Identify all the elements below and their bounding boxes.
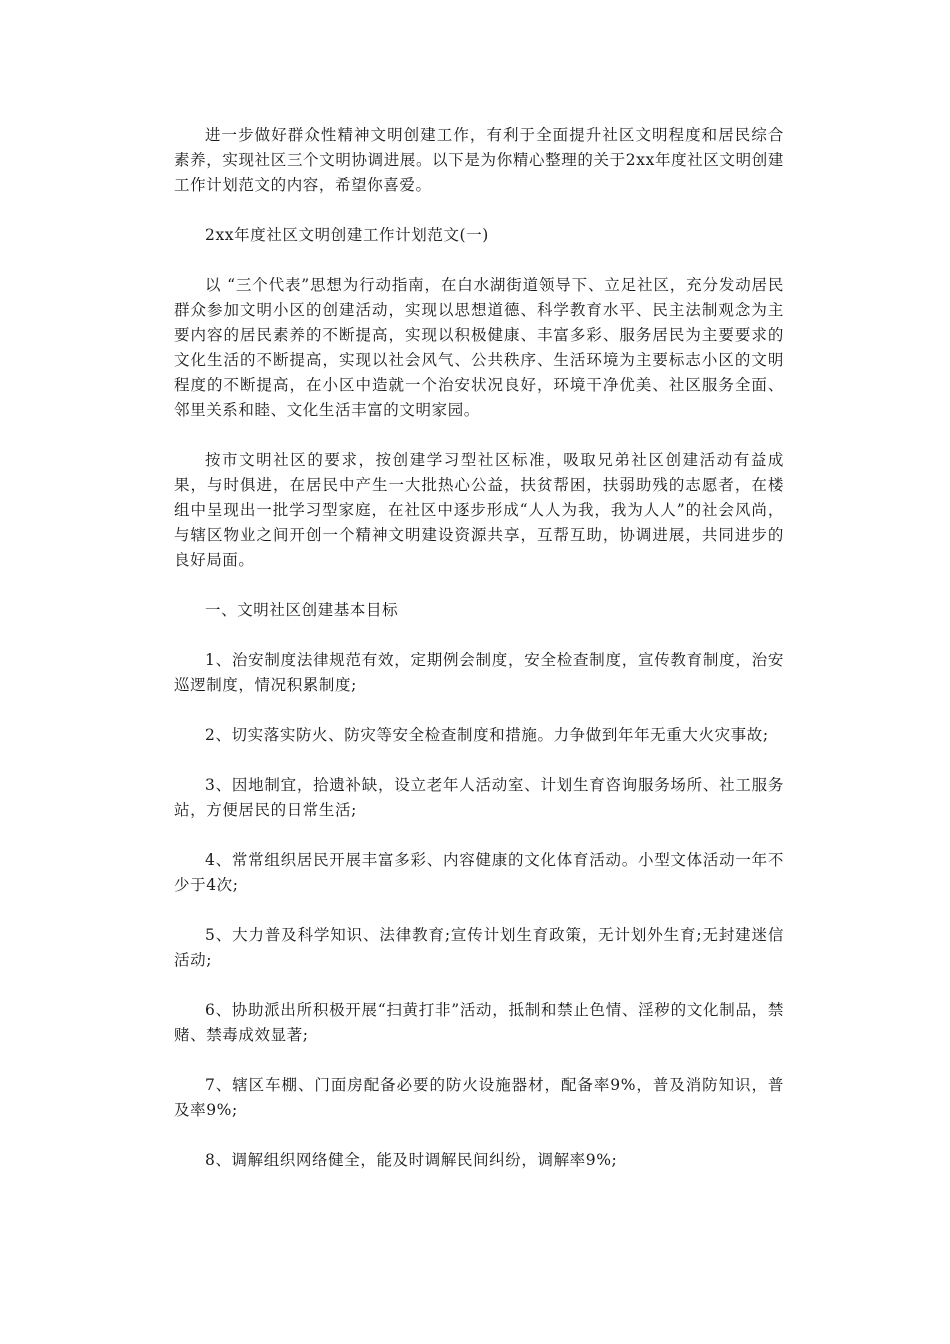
document-body bbox=[174, 123, 784, 1198]
list-item: 2、切实落实防火、防灾等安全检查制度和措施。力争做到年年无重大火灾事故; bbox=[205, 726, 769, 744]
list-item: 4、常常组织居民开展丰富多彩、内容健康的文化体育活动。小型文体活动一年不少于4次; bbox=[174, 851, 784, 894]
list-item: 3、因地制宜，拾遗补缺，设立老年人活动室、计划生育咨询服务场所、社工服务站，方便居民的日常生活; bbox=[174, 776, 784, 819]
list-item: 8、调解组织网络健全，能及时调解民间纠纷，调解率9%; bbox=[205, 1151, 618, 1169]
section-heading: 一、文明社区创建基本目标 bbox=[205, 601, 399, 619]
body-paragraph-1: 以 “三个代表”思想为行动指南，在白水湖街道领导下、立足社区，充分发动居民群众参加文明小区的创建活动，实现以思想道德、科学教育水平、民主法制观念为主要内容的居民素养的不断提高，实现以积极健康、丰富多彩、服务居民为主要要求的文化生活的不断提高，实现以社会风气、公共秩序、生活环境为主要标志小区的文明程度的不断提高，在小区中造就一个治安状况良好，环境干净优美、社区服务全面、邻里关系和睦、文化生活丰富的文明家园。 bbox=[174, 276, 784, 419]
document-title: 2xx年度社区文明创建工作计划范文(一) bbox=[205, 226, 489, 244]
body-paragraph-2: 按市文明社区的要求，按创建学习型社区标准，吸取兄弟社区创建活动有益成果，与时俱进，在居民中产生一大批热心公益，扶贫帮困，扶弱助残的志愿者，在楼组中呈现出一批学习型家庭，在社区中逐步形成“人人为我，我为人人”的社会风尚，与辖区物业之间开创一个精神文明建设资源共享，互帮互助，协调进展，共同进步的良好局面。 bbox=[174, 451, 784, 569]
list-item: 6、协助派出所积极开展“扫黄打非”活动，抵制和禁止色情、淫秽的文化制品，禁赌、禁毒成效显著; bbox=[174, 1001, 784, 1044]
list-item: 1、治安制度法律规范有效，定期例会制度，安全检查制度，宣传教育制度，治安巡逻制度，情况积累制度; bbox=[174, 651, 784, 694]
intro-paragraph: 进一步做好群众性精神文明创建工作，有利于全面提升社区文明程度和居民综合素养，实现社区三个文明协调进展。以下是为你精心整理的关于2xx年度社区文明创建工作计划范文的内容，希望你喜爱。 bbox=[174, 126, 784, 194]
list-item: 5、大力普及科学知识、法律教育;宣传计划生育政策，无计划外生育;无封建迷信活动; bbox=[174, 926, 784, 969]
list-item: 7、辖区车棚、门面房配备必要的防火设施器材，配备率9%，普及消防知识，普及率9%; bbox=[174, 1076, 784, 1119]
